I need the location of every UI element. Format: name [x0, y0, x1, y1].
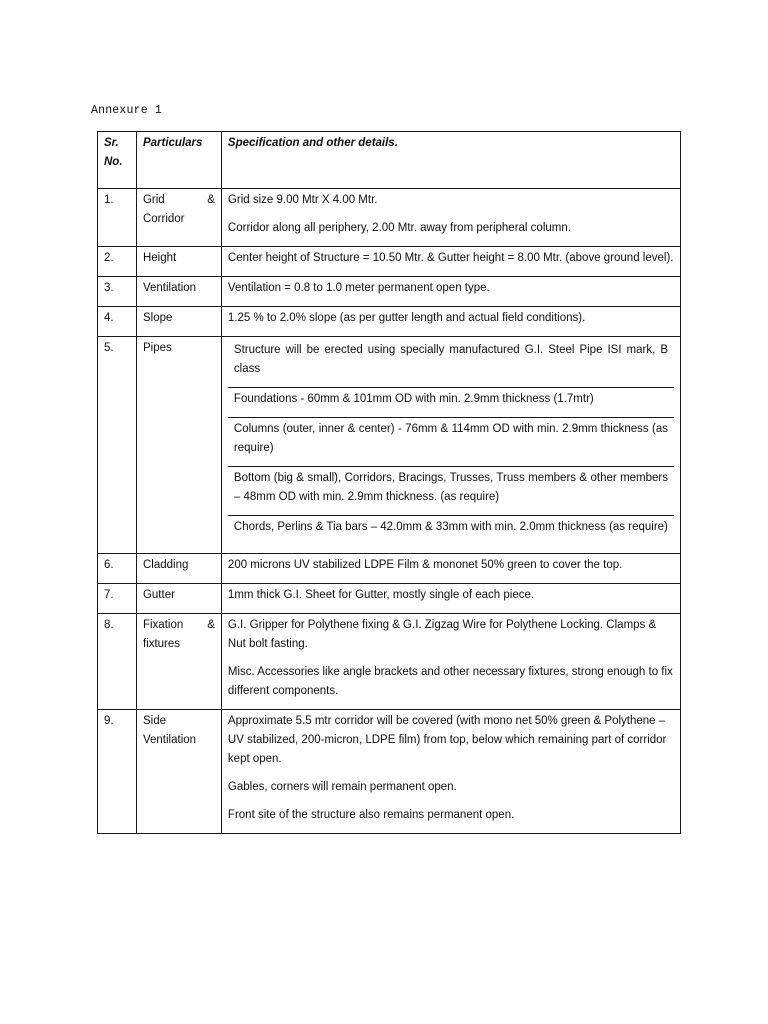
row-specification	[221, 584, 680, 614]
specification-paragraph: Grid size 9.00 Mtr X 4.00 Mtr.	[227, 194, 378, 206]
annexure-label: Annexure 1	[91, 104, 163, 117]
row-particulars	[136, 614, 221, 710]
particulars-line	[143, 712, 215, 731]
row-particulars: Slope	[136, 307, 221, 337]
header-particulars: Particulars	[136, 132, 221, 189]
specification-paragraph: Ventilation = 0.8 to 1.0 meter permanent open type.	[227, 282, 490, 294]
table-row	[98, 189, 681, 247]
table-header-row	[98, 132, 681, 189]
row-particulars	[136, 710, 221, 834]
specification-subcell: Foundations - 60mm & 101mm OD with min. 2.9mm thickness (1.7mtr)	[228, 387, 674, 417]
row-serial-number: 7.	[98, 584, 137, 614]
particulars-word: fixtures	[142, 638, 181, 650]
particulars-word: Side	[142, 715, 166, 727]
row-specification	[221, 554, 680, 584]
row-specification	[221, 189, 680, 247]
specification-paragraph: 1mm thick G.I. Sheet for Gutter, mostly single of each piece.	[227, 589, 535, 601]
table-row	[98, 247, 681, 277]
row-particulars: Gutter	[136, 584, 221, 614]
specification-subcell: Chords, Perlins & Tia bars – 42.0mm & 33mm with min. 2.0mm thickness (as require)	[228, 515, 674, 545]
row-serial-number: 8.	[98, 614, 137, 710]
table-row	[98, 554, 681, 584]
header-sr-no	[98, 132, 137, 189]
specification-paragraph: Center height of Structure = 10.50 Mtr. & Gutter height = 8.00 Mtr. (above ground level).	[227, 252, 674, 264]
row-serial-number: 1.	[98, 189, 137, 247]
particulars-word: Fixation	[142, 619, 184, 631]
row-serial-number: 6.	[98, 554, 137, 584]
table-row	[98, 710, 681, 834]
row-serial-number: 3.	[98, 277, 137, 307]
particulars-line	[143, 731, 215, 750]
header-sr-line: Sr.	[104, 137, 119, 149]
row-specification	[221, 247, 680, 277]
particulars-word: &	[207, 619, 215, 631]
table-row	[98, 584, 681, 614]
table-body	[98, 189, 681, 834]
particulars-word: Grid	[142, 194, 165, 206]
header-specification: Specification and other details.	[221, 132, 680, 189]
specification-subcell: Bottom (big & small), Corridors, Bracings, Trusses, Truss members & other members – 48mm OD with min. 2.9mm thickness. (as require)	[228, 466, 674, 515]
table-row	[98, 614, 681, 710]
specification-paragraph: Corridor along all periphery, 2.00 Mtr. away from peripheral column.	[227, 222, 571, 234]
row-serial-number: 2.	[98, 247, 137, 277]
specification-paragraph: Gables, corners will remain permanent open.	[227, 781, 457, 793]
row-particulars: Cladding	[136, 554, 221, 584]
row-serial-number: 4.	[98, 307, 137, 337]
specification-paragraph: Misc. Accessories like angle brackets and other necessary fixtures, strong enough to fix different components.	[227, 666, 673, 697]
row-particulars	[136, 189, 221, 247]
particulars-word: &	[207, 194, 215, 206]
particulars-line	[143, 635, 215, 654]
particulars-word: Ventilation	[142, 734, 197, 746]
row-specification	[221, 710, 680, 834]
table-row	[98, 307, 681, 337]
particulars-line	[143, 210, 215, 229]
row-particulars: Height	[136, 247, 221, 277]
specification-subcell: Structure will be erected using specially manufactured G.I. Steel Pipe ISI mark, B class	[233, 344, 668, 375]
specification-paragraph: 1.25 % to 2.0% slope (as per gutter length and actual field conditions).	[227, 312, 586, 324]
row-specification	[221, 277, 680, 307]
table-row	[98, 277, 681, 307]
particulars-word: Corridor	[142, 213, 185, 225]
row-specification	[221, 614, 680, 710]
specification-paragraph: 200 microns UV stabilized LDPE Film & mononet 50% green to cover the top.	[227, 559, 623, 571]
row-specification	[221, 307, 680, 337]
table-row	[98, 337, 681, 554]
header-no-line: No.	[104, 156, 123, 168]
row-particulars: Ventilation	[136, 277, 221, 307]
row-specification-subcells	[221, 337, 680, 554]
row-serial-number: 9.	[98, 710, 137, 834]
specification-paragraph: Approximate 5.5 mtr corridor will be covered (with mono net 50% green & Polythene – UV stabilized, 200-micron, LDPE film) from top, below which remaining part of corridor kept open.	[227, 715, 667, 765]
particulars-line	[143, 191, 215, 210]
row-serial-number: 5.	[98, 337, 137, 554]
specification-table	[97, 131, 681, 834]
specification-paragraph: Front site of the structure also remains permanent open.	[227, 809, 515, 821]
specification-paragraph: G.I. Gripper for Polythene fixing & G.I. Zigzag Wire for Polythene Locking. Clamps & Nut bolt fasting.	[227, 619, 657, 650]
row-particulars: Pipes	[136, 337, 221, 554]
specification-subcell: Columns (outer, inner & center) - 76mm & 114mm OD with min. 2.9mm thickness (as require)	[228, 417, 674, 466]
particulars-line	[143, 616, 215, 635]
